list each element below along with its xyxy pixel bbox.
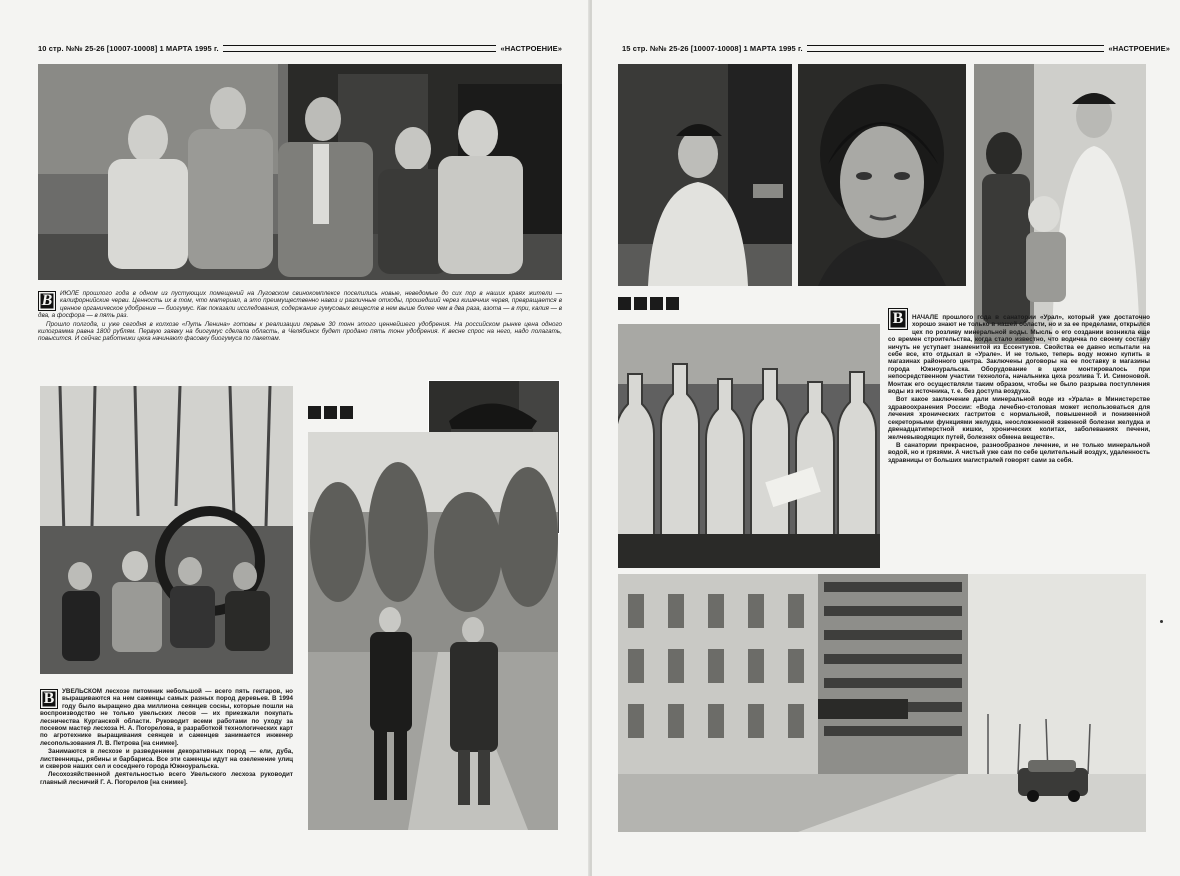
right-header-paper: «НАСТРОЕНИЕ»: [1108, 43, 1170, 53]
header-rule: [807, 45, 1105, 52]
sanatorium-building-photo: [618, 574, 1146, 832]
article-mineral-water-paragraph-1: НАЧАЛЕ прошлого года в санатории «Урал», который уже достаточно хорошо знают не только в нашей области, но и за ее пределами, открылся цех по розливу минеральной воды. Мысль о его создании возникла еще со времен строительства, когда стало известно, что водичка по своему составу ничуть не уступает знаменитой из Ессентуков. Свойства ее давно испытали на себе все, кто отдыхал в «Урале». И не только, теперь воду можно купить в магазинах районного центра. Заключены договоры на ее поставку в магазины города Южноуральска. Оборудование в цехе монтировалось при непосредственном участии технолога, начальника цеха розлива Т. И. Симоновой. Монтаж его осуществляли таким образом, чтобы не было разрыва поступления воды из источника, т. е. без доступа воздуха.: [888, 314, 1150, 396]
forestry-workers-photo: [40, 386, 293, 674]
article-forestry-paragraph-3: Лесохозяйственной деятельностью всего Увельского лесхоза руководит главный лесничий Г. А. Погорелов [на снимке].: [40, 771, 293, 786]
nurse-photo: [618, 64, 792, 286]
speck: [1160, 620, 1163, 623]
article-forestry-paragraph-1: УВЕЛЬСКОМ лесхозе питомник небольшой — всего пять гектаров, но выращиваются на нем саженцы самых разных пород деревьев. В 1994 году было выращено два миллиона сеянцев сосны, которые пошли на воспроизводство не только увельских лесов — их приезжали покупать лесничества Курганской области. Руководит всеми работами по уходу за посевом мастер лесхоза Н. А. Погорелова, в разработкой технологических карт по агротехнике выращивания сеянцев и саженцев занимается инженер лесопользования Л. В. Петрова [на снимке].: [40, 688, 293, 747]
dropcap-letter: В: [888, 308, 908, 330]
section-markers: [308, 406, 353, 419]
woman-portrait: [798, 64, 966, 286]
article-forestry-paragraph-2: Занимаются в лесхозе и разведением декоративных пород — ели, дуба, лиственницы, рябины и барбариса. Все эти саженцы идут на озеленение улиц и скверов наших сел и соседнего города Южноуральска.: [40, 748, 293, 771]
article-biohumus-paragraph-2: Прошло полгода, и уже сегодня в колхозе «Путь Ленина» готовы к реализации первые 30 тонн этого ценнейшего удобрения. На российском рынке цена одного килограмма равна 1800 рублям. Первую заявку на биогумус сделала область, в Челябинск будет продано пять тонн удобрения. К весне спрос на него, надо полагать, повысится. И сейчас работники цеха начинают фасовку биогумуса по пакетам.: [38, 320, 562, 343]
dropcap-letter: В: [40, 689, 58, 709]
mineral-water-bottles-photo: [618, 324, 880, 568]
article-mineral-water-paragraph-2: Вот какое заключение дали минеральной воде из «Урала» в Министерстве здравоохранения России: «Вода лечебно-столовая может использоваться для лечения хронических гастритов с нормальной, повышенной и пониженной секреторными функциями желудка, неосложненной язвенной болезни желудка и двенадцатиперстной кишки, хронических колитах, заболеваниях печени, желчевыводящих путей, болезнях обмена веществ».: [888, 396, 1150, 441]
left-header-issue: 10 стр. №№ 25-26 [10007-10008] 1 МАРТА 1995 г.: [38, 43, 219, 53]
article-biohumus-paragraph-1: ИЮЛЕ прошлого года в одном из пустующих помещений на Луговском свинокомплексе поселились новые, неведомые до сих пор в наших краях жители — калифорнийские черви. Ценность их в том, что материал, а это преимущественно навоз и различные отходы, прошедший через кишечник червя, превращается в ценное органическое удобрение — биогумус. Как показали исследования, содержание гумусовых веществ в нем выше более чем в два раза, азота — в три, калия — в два, а фосфора — в пять раз.: [38, 290, 562, 320]
section-markers: [618, 297, 679, 310]
left-header-paper: «НАСТРОЕНИЕ»: [500, 43, 562, 53]
article-mineral-water-paragraph-3: В санатории прекрасное, разнообразное лечение, и не только минеральной водой, но и грязями. А чистый уже сам по себе целительный воздух, удаленность здравницы от больших магистралей говорят сами за себя.: [888, 441, 1150, 464]
left-page-header: [38, 42, 562, 54]
group-of-people-photo: [38, 64, 562, 280]
header-rule: [223, 45, 497, 52]
dropcap-letter: В: [38, 291, 56, 311]
article-mineral-water: [888, 310, 1150, 465]
couple-walking-photo: [308, 432, 558, 830]
right-page: [592, 0, 1180, 876]
right-header-issue: 15 стр. №№ 25-26 [10007-10008] 1 МАРТА 1995 г.: [622, 43, 803, 53]
article-biohumus: [38, 290, 562, 344]
article-forestry: [40, 688, 293, 787]
doctor-with-child-photo: [974, 64, 1146, 344]
right-page-header: [622, 42, 1170, 54]
